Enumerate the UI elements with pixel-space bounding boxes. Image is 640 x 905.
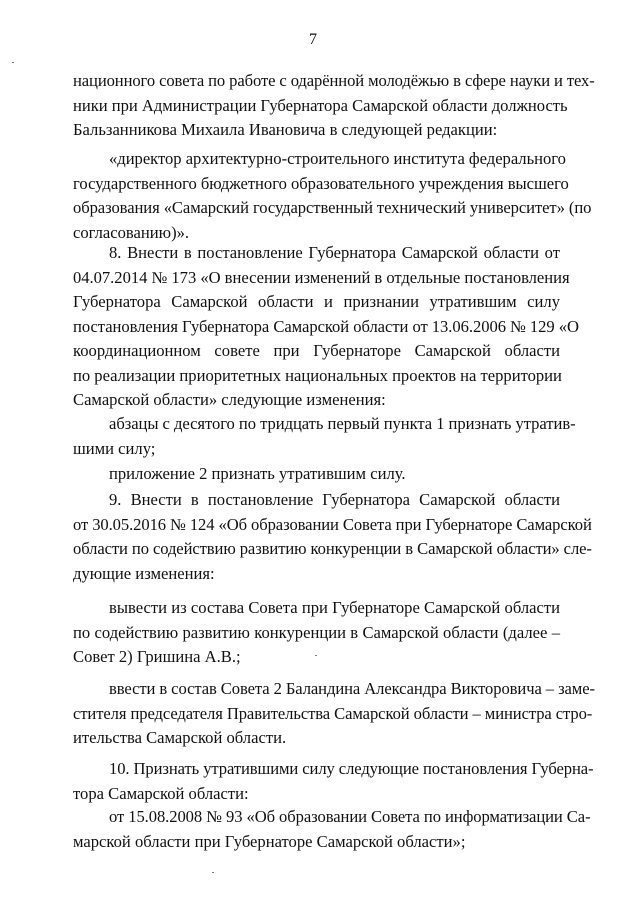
text-line: Самарской области» следующие изменения: bbox=[73, 390, 386, 409]
text-line: стителя председателя Правительства Самарской области – министра стро- bbox=[73, 703, 593, 723]
text-line: постановления Губернатора Самарской области от 13.06.2006 № 129 «О bbox=[73, 316, 579, 336]
text-line: государственного бюджетного образовательного учреждения высшего bbox=[73, 173, 569, 193]
paragraph-council-continuation bbox=[73, 69, 595, 143]
scan-speck bbox=[315, 655, 317, 656]
text-line: абзацы с десятого по тридцать первый пункта 1 признать утратив- bbox=[109, 414, 576, 433]
text-line: от 15.08.2008 № 93 «Об образовании Совета по информатизации Са- bbox=[109, 807, 591, 826]
text-line: Губернатора Самарской области и признании утратившим силу bbox=[73, 292, 560, 311]
text-line: области по содействию развитию конкуренции в Самарской области» сле- bbox=[73, 539, 592, 558]
paragraph-item-9 bbox=[73, 488, 592, 586]
paragraph-remove-member bbox=[73, 596, 560, 670]
text-line: ительства Самарской области. bbox=[73, 728, 287, 747]
paragraph-item-10 bbox=[73, 757, 594, 806]
text-line: приложение 2 признать утратившим силу. bbox=[109, 464, 406, 483]
paragraph-director-title bbox=[73, 147, 592, 245]
scan-speck bbox=[12, 62, 14, 63]
text-line: координационном совете при Губернаторе Самарской области bbox=[73, 341, 560, 360]
text-line: 04.07.2014 № 173 «О внесении изменений в отдельные постановления bbox=[73, 267, 570, 287]
text-line: по содействию развитию конкуренции в Самарской области (далее – bbox=[73, 622, 560, 642]
text-line: национного совета по работе с одарённой молодёжью в сфере науки и тех- bbox=[73, 71, 595, 90]
text-line: 9. Внести в постановление Губернатора Самарской области bbox=[109, 490, 560, 509]
text-line: тора Самарской области: bbox=[73, 783, 249, 803]
scan-speck bbox=[212, 872, 214, 873]
text-line: 10. Признать утратившими силу следующие постановления Губерна- bbox=[109, 759, 594, 778]
text-line: образования «Самарский государственный технический университет» (по bbox=[73, 198, 592, 217]
text-line: дующие изменения: bbox=[73, 563, 215, 583]
paragraph-resolution-93 bbox=[73, 805, 591, 854]
text-line: вывести из состава Совета при Губернаторе Самарской области bbox=[109, 598, 560, 617]
paragraph-abzatsy bbox=[73, 412, 576, 461]
paragraph-appendix-2 bbox=[73, 462, 560, 487]
text-line: ввести в состав Совета 2 Баландина Александра Викторовича – заме- bbox=[109, 679, 595, 698]
text-line: марской области при Губернаторе Самарской области»; bbox=[73, 831, 466, 851]
text-line: по реализации приоритетных национальных проектов на территории bbox=[73, 365, 562, 385]
paragraph-add-member bbox=[73, 677, 595, 751]
text-line: согласованию)». bbox=[73, 222, 190, 242]
text-line: 8. Внести в постановление Губернатора Самарской области от bbox=[109, 243, 560, 262]
paragraph-item-8 bbox=[73, 241, 579, 413]
page-number: 7 bbox=[309, 31, 317, 48]
text-line: ники при Администрации Губернатора Самарской области должность bbox=[73, 95, 568, 115]
text-line: Совет 2) Гришина А.В.; bbox=[73, 647, 241, 666]
text-line: «директор архитектурно-строительного института федерального bbox=[109, 149, 566, 168]
text-line: Бальзанникова Михаила Ивановича в следующей редакции: bbox=[73, 120, 498, 139]
text-line: шими силу; bbox=[73, 438, 156, 458]
text-line: от 30.05.2016 № 124 «Об образовании Совета при Губернаторе Самарской bbox=[73, 514, 592, 534]
